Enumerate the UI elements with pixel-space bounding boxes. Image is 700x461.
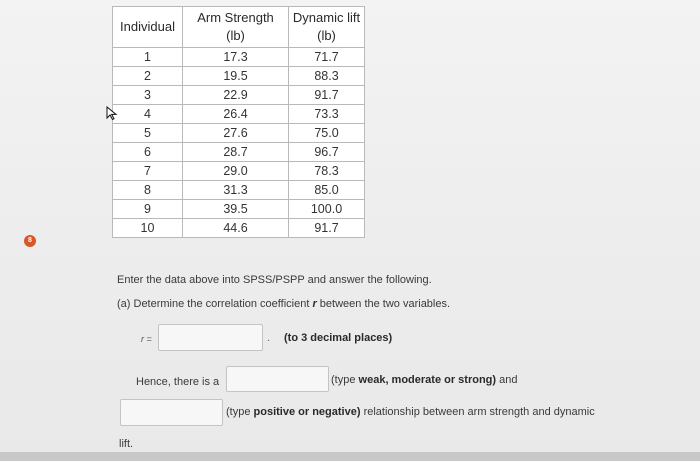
instructions-text: Enter the data above into SPSS/PSPP and answer the following. (117, 274, 432, 286)
part-a-hint-text: (to 3 decimal places) (284, 332, 393, 344)
cell-arm-strength: 28.7 (183, 143, 289, 162)
direction-hint-post: relationship between arm strength and dynamic (363, 406, 595, 418)
question-number-badge: 8 (24, 235, 36, 247)
header-arm-strength (183, 7, 289, 48)
table-row (113, 162, 365, 181)
cell-arm-strength: 22.9 (183, 86, 289, 105)
continuation-text: lift. (119, 438, 134, 450)
strength-hint-post: and (499, 374, 518, 386)
table-row (113, 48, 365, 67)
table-row (113, 181, 365, 200)
header-individual (113, 7, 183, 48)
cell-individual: 4 (113, 105, 183, 124)
cell-arm-strength: 31.3 (183, 181, 289, 200)
table-row (113, 143, 365, 162)
header-arm-strength-label: Arm Strength (197, 10, 274, 25)
header-dynamic-lift-label: Dynamic lift (292, 10, 361, 25)
cell-arm-strength: 26.4 (183, 105, 289, 124)
part-a-prompt-pre: (a) Determine the correlation coefficient (117, 298, 310, 310)
cell-individual: 8 (113, 181, 183, 200)
strength-hint-bold: weak, moderate or strong) (358, 374, 497, 386)
direction-hint (226, 406, 595, 418)
cell-dynamic-lift: 71.7 (289, 48, 365, 67)
table-header-row (113, 7, 365, 48)
table-row (113, 219, 365, 238)
cell-arm-strength: 44.6 (183, 219, 289, 238)
r-label: r = (141, 334, 152, 344)
strength-hint (331, 374, 518, 386)
cell-dynamic-lift: 78.3 (289, 162, 365, 181)
cell-dynamic-lift: 96.7 (289, 143, 365, 162)
cell-dynamic-lift: 75.0 (289, 124, 365, 143)
direction-input[interactable] (120, 399, 223, 426)
cell-individual: 3 (113, 86, 183, 105)
part-a-prompt-post: between the two variables. (319, 298, 451, 310)
strength-lead-text: Hence, there is a (136, 376, 220, 388)
direction-hint-pre: (type (226, 406, 251, 418)
cell-dynamic-lift: 100.0 (289, 200, 365, 219)
cell-arm-strength: 29.0 (183, 162, 289, 181)
cell-dynamic-lift: 91.7 (289, 86, 365, 105)
cell-individual: 6 (113, 143, 183, 162)
table-row (113, 200, 365, 219)
cell-individual: 1 (113, 48, 183, 67)
part-a-prompt (117, 298, 450, 310)
cell-arm-strength: 19.5 (183, 67, 289, 86)
bottom-strip (0, 452, 700, 461)
header-arm-strength-unit: (lb) (226, 28, 245, 43)
separator-dot: . (267, 332, 271, 344)
cell-arm-strength: 27.6 (183, 124, 289, 143)
strength-hint-pre: (type (331, 374, 356, 386)
direction-hint-bold: positive or negative) (253, 406, 361, 418)
cell-dynamic-lift: 73.3 (289, 105, 365, 124)
table-row (113, 86, 365, 105)
cell-individual: 7 (113, 162, 183, 181)
header-individual-label: Individual (120, 19, 175, 34)
table-row (113, 105, 365, 124)
correlation-input[interactable] (158, 324, 263, 351)
cell-individual: 5 (113, 124, 183, 143)
strength-input[interactable] (226, 366, 329, 392)
header-dynamic-lift-unit: (lb) (317, 28, 336, 43)
cell-arm-strength: 17.3 (183, 48, 289, 67)
part-a-variable: r (312, 298, 317, 310)
header-dynamic-lift (289, 7, 365, 48)
part-a-hint (284, 332, 392, 344)
data-table (112, 6, 365, 238)
mouse-pointer-arrow-icon (106, 106, 118, 120)
cell-dynamic-lift: 88.3 (289, 67, 365, 86)
cell-dynamic-lift: 85.0 (289, 181, 365, 200)
cell-dynamic-lift: 91.7 (289, 219, 365, 238)
table-row (113, 67, 365, 86)
cell-individual: 2 (113, 67, 183, 86)
cell-individual: 10 (113, 219, 183, 238)
cell-individual: 9 (113, 200, 183, 219)
cell-arm-strength: 39.5 (183, 200, 289, 219)
table-row (113, 124, 365, 143)
